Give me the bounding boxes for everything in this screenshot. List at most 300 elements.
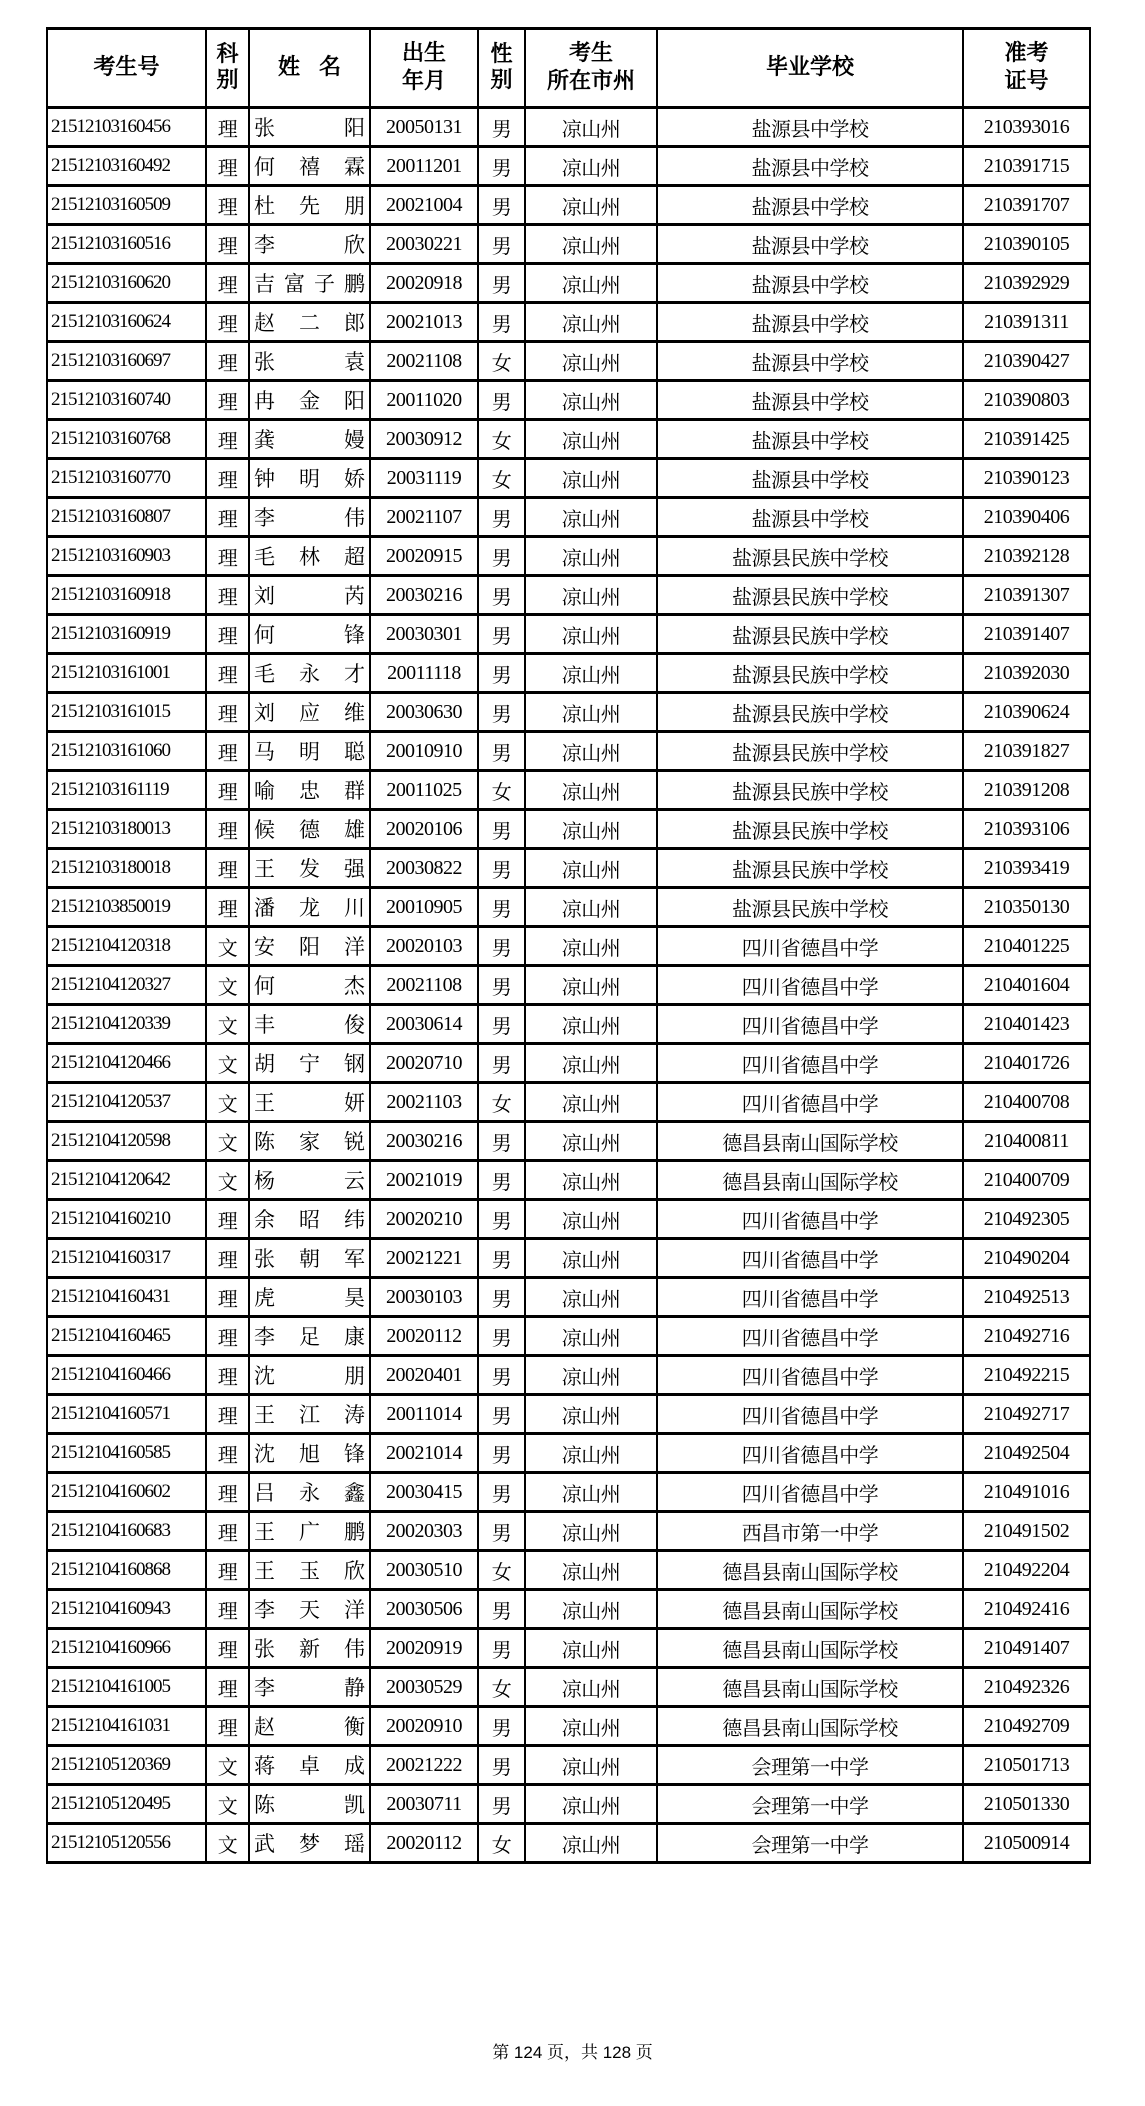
city-cell: 凉山州 [525, 966, 657, 1005]
name-cell: 李静 [249, 1668, 370, 1707]
school-cell: 盐源县民族中学校 [657, 732, 963, 771]
gender-cell: 男 [478, 537, 525, 576]
birth-cell: 20020103 [370, 927, 478, 966]
table-row [47, 849, 1090, 888]
gender-cell: 男 [478, 576, 525, 615]
gender-cell: 女 [478, 342, 525, 381]
city-cell: 凉山州 [525, 849, 657, 888]
name-cell: 张袁 [249, 342, 370, 381]
school-cell: 盐源县中学校 [657, 264, 963, 303]
subject-cell: 文 [206, 1824, 249, 1863]
table-row [47, 1785, 1090, 1824]
city-cell: 凉山州 [525, 1707, 657, 1746]
subject-cell: 理 [206, 654, 249, 693]
admit-no-cell: 210491407 [963, 1629, 1090, 1668]
school-cell: 盐源县民族中学校 [657, 849, 963, 888]
exam-no-cell: 21512103160807 [47, 498, 206, 537]
exam-no-cell: 21512103161015 [47, 693, 206, 732]
name-cell: 沈朋 [249, 1356, 370, 1395]
birth-cell: 20030630 [370, 693, 478, 732]
birth-cell: 20021108 [370, 966, 478, 1005]
gender-cell: 男 [478, 1200, 525, 1239]
school-cell: 盐源县民族中学校 [657, 576, 963, 615]
name-cell: 陈家锐 [249, 1122, 370, 1161]
gender-cell: 男 [478, 1395, 525, 1434]
subject-cell: 理 [206, 303, 249, 342]
admit-no-cell: 210391407 [963, 615, 1090, 654]
city-cell: 凉山州 [525, 264, 657, 303]
school-cell: 盐源县中学校 [657, 498, 963, 537]
school-cell: 会理第一中学 [657, 1824, 963, 1863]
city-cell: 凉山州 [525, 1317, 657, 1356]
table-row [47, 1161, 1090, 1200]
gender-cell: 男 [478, 1629, 525, 1668]
exam-no-cell: 21512104161031 [47, 1707, 206, 1746]
admit-no-cell: 210400811 [963, 1122, 1090, 1161]
subject-cell: 理 [206, 576, 249, 615]
table-row [47, 1551, 1090, 1590]
table-row [47, 1278, 1090, 1317]
city-cell: 凉山州 [525, 888, 657, 927]
birth-cell: 20030711 [370, 1785, 478, 1824]
table-row [47, 1317, 1090, 1356]
name-cell: 胡宁钢 [249, 1044, 370, 1083]
table-row [47, 732, 1090, 771]
city-cell: 凉山州 [525, 147, 657, 186]
birth-cell: 20021004 [370, 186, 478, 225]
admit-no-cell: 210392929 [963, 264, 1090, 303]
birth-cell: 20030506 [370, 1590, 478, 1629]
admit-no-cell: 210492717 [963, 1395, 1090, 1434]
admit-no-cell: 210492504 [963, 1434, 1090, 1473]
birth-cell: 20030216 [370, 1122, 478, 1161]
city-cell: 凉山州 [525, 1434, 657, 1473]
city-cell: 凉山州 [525, 1356, 657, 1395]
school-cell: 盐源县中学校 [657, 459, 963, 498]
exam-no-cell: 21512103161060 [47, 732, 206, 771]
school-cell: 德昌县南山国际学校 [657, 1629, 963, 1668]
birth-cell: 20030822 [370, 849, 478, 888]
admit-no-cell: 210391827 [963, 732, 1090, 771]
birth-cell: 20020918 [370, 264, 478, 303]
birth-cell: 20030529 [370, 1668, 478, 1707]
exam-no-cell: 21512104160683 [47, 1512, 206, 1551]
name-cell: 张阳 [249, 108, 370, 147]
gender-cell: 男 [478, 732, 525, 771]
exam-no-cell: 21512103160768 [47, 420, 206, 459]
gender-cell: 男 [478, 264, 525, 303]
exam-no-cell: 21512103160918 [47, 576, 206, 615]
table-row [47, 576, 1090, 615]
gender-cell: 男 [478, 1122, 525, 1161]
city-cell: 凉山州 [525, 225, 657, 264]
gender-cell: 女 [478, 1083, 525, 1122]
name-cell: 王妍 [249, 1083, 370, 1122]
birth-cell: 20021014 [370, 1434, 478, 1473]
subject-cell: 文 [206, 1044, 249, 1083]
school-cell: 四川省德昌中学 [657, 1395, 963, 1434]
exam-no-cell: 21512103160620 [47, 264, 206, 303]
school-cell: 四川省德昌中学 [657, 1434, 963, 1473]
birth-cell: 20011020 [370, 381, 478, 420]
subject-cell: 理 [206, 498, 249, 537]
table-row [47, 654, 1090, 693]
city-cell: 凉山州 [525, 1746, 657, 1785]
name-cell: 杨云 [249, 1161, 370, 1200]
birth-cell: 20020112 [370, 1317, 478, 1356]
subject-cell: 理 [206, 732, 249, 771]
admit-no-cell: 210391715 [963, 147, 1090, 186]
city-cell: 凉山州 [525, 1590, 657, 1629]
city-cell: 凉山州 [525, 732, 657, 771]
exam-no-cell: 21512103850019 [47, 888, 206, 927]
admit-no-cell: 210401423 [963, 1005, 1090, 1044]
school-cell: 盐源县民族中学校 [657, 693, 963, 732]
birth-cell: 20050131 [370, 108, 478, 147]
school-cell: 德昌县南山国际学校 [657, 1551, 963, 1590]
admit-no-cell: 210501713 [963, 1746, 1090, 1785]
subject-cell: 文 [206, 1005, 249, 1044]
name-cell: 毛林超 [249, 537, 370, 576]
birth-cell: 20021013 [370, 303, 478, 342]
name-cell: 赵二郎 [249, 303, 370, 342]
birth-cell: 20030614 [370, 1005, 478, 1044]
table-row [47, 1200, 1090, 1239]
birth-cell: 20021221 [370, 1239, 478, 1278]
gender-cell: 男 [478, 1746, 525, 1785]
birth-cell: 20030221 [370, 225, 478, 264]
gender-cell: 男 [478, 1161, 525, 1200]
admit-no-cell: 210490204 [963, 1239, 1090, 1278]
gender-cell: 男 [478, 381, 525, 420]
city-cell: 凉山州 [525, 498, 657, 537]
table-header [47, 29, 1090, 108]
exam-no-cell: 21512105120369 [47, 1746, 206, 1785]
subject-cell: 文 [206, 1785, 249, 1824]
gender-cell: 男 [478, 1590, 525, 1629]
exam-no-cell: 21512104120642 [47, 1161, 206, 1200]
school-cell: 盐源县中学校 [657, 420, 963, 459]
table-row [47, 1083, 1090, 1122]
table-row [47, 498, 1090, 537]
city-cell: 凉山州 [525, 1668, 657, 1707]
birth-cell: 20020303 [370, 1512, 478, 1551]
school-cell: 四川省德昌中学 [657, 1083, 963, 1122]
admit-no-cell: 210391425 [963, 420, 1090, 459]
city-cell: 凉山州 [525, 927, 657, 966]
city-cell: 凉山州 [525, 1044, 657, 1083]
gender-cell: 男 [478, 1434, 525, 1473]
gender-cell: 男 [478, 810, 525, 849]
subject-cell: 理 [206, 1278, 249, 1317]
table-row [47, 147, 1090, 186]
name-cell: 潘龙川 [249, 888, 370, 927]
admit-no-cell: 210391307 [963, 576, 1090, 615]
admit-no-cell: 210401726 [963, 1044, 1090, 1083]
exam-no-cell: 21512104160431 [47, 1278, 206, 1317]
school-cell: 盐源县中学校 [657, 381, 963, 420]
birth-cell: 20021108 [370, 342, 478, 381]
header-birth: 出生 年月 [370, 29, 478, 108]
admit-no-cell: 210390427 [963, 342, 1090, 381]
birth-cell: 20020910 [370, 1707, 478, 1746]
subject-cell: 理 [206, 771, 249, 810]
subject-cell: 理 [206, 381, 249, 420]
school-cell: 盐源县民族中学校 [657, 615, 963, 654]
city-cell: 凉山州 [525, 1278, 657, 1317]
table-row [47, 966, 1090, 1005]
admit-no-cell: 210390406 [963, 498, 1090, 537]
birth-cell: 20021107 [370, 498, 478, 537]
school-cell: 四川省德昌中学 [657, 1356, 963, 1395]
birth-cell: 20031119 [370, 459, 478, 498]
table-row [47, 1005, 1090, 1044]
admit-no-cell: 210492416 [963, 1590, 1090, 1629]
exam-no-cell: 21512103160919 [47, 615, 206, 654]
table-row [47, 1590, 1090, 1629]
subject-cell: 理 [206, 459, 249, 498]
admit-no-cell: 210401225 [963, 927, 1090, 966]
subject-cell: 文 [206, 1746, 249, 1785]
city-cell: 凉山州 [525, 1239, 657, 1278]
exam-no-cell: 21512104120537 [47, 1083, 206, 1122]
birth-cell: 20020210 [370, 1200, 478, 1239]
exam-no-cell: 21512103160509 [47, 186, 206, 225]
header-city: 考生 所在市州 [525, 29, 657, 108]
name-cell: 刘应维 [249, 693, 370, 732]
header-admit-no: 准考 证号 [963, 29, 1090, 108]
name-cell: 毛永才 [249, 654, 370, 693]
school-cell: 盐源县中学校 [657, 225, 963, 264]
subject-cell: 理 [206, 1668, 249, 1707]
school-cell: 四川省德昌中学 [657, 1044, 963, 1083]
name-cell: 武梦瑶 [249, 1824, 370, 1863]
table-row [47, 1707, 1090, 1746]
city-cell: 凉山州 [525, 108, 657, 147]
gender-cell: 男 [478, 1473, 525, 1512]
school-cell: 德昌县南山国际学校 [657, 1707, 963, 1746]
exam-no-cell: 21512104160571 [47, 1395, 206, 1434]
name-cell: 何杰 [249, 966, 370, 1005]
exam-no-cell: 21512104120339 [47, 1005, 206, 1044]
exam-no-cell: 21512103180013 [47, 810, 206, 849]
table-row [47, 615, 1090, 654]
city-cell: 凉山州 [525, 1122, 657, 1161]
exam-no-cell: 21512104161005 [47, 1668, 206, 1707]
exam-no-cell: 21512103160492 [47, 147, 206, 186]
school-cell: 盐源县民族中学校 [657, 654, 963, 693]
school-cell: 盐源县中学校 [657, 186, 963, 225]
admit-no-cell: 210492215 [963, 1356, 1090, 1395]
school-cell: 会理第一中学 [657, 1746, 963, 1785]
subject-cell: 理 [206, 186, 249, 225]
table-row [47, 1356, 1090, 1395]
exam-no-cell: 21512104160602 [47, 1473, 206, 1512]
exam-no-cell: 21512104160943 [47, 1590, 206, 1629]
name-cell: 李伟 [249, 498, 370, 537]
table-row [47, 888, 1090, 927]
gender-cell: 男 [478, 1356, 525, 1395]
gender-cell: 男 [478, 1278, 525, 1317]
exam-no-cell: 21512104160966 [47, 1629, 206, 1668]
gender-cell: 男 [478, 654, 525, 693]
school-cell: 盐源县中学校 [657, 108, 963, 147]
city-cell: 凉山州 [525, 1083, 657, 1122]
city-cell: 凉山州 [525, 771, 657, 810]
city-cell: 凉山州 [525, 1200, 657, 1239]
name-cell: 马明聪 [249, 732, 370, 771]
birth-cell: 20021222 [370, 1746, 478, 1785]
name-cell: 赵衡 [249, 1707, 370, 1746]
subject-cell: 理 [206, 225, 249, 264]
subject-cell: 文 [206, 1122, 249, 1161]
admit-no-cell: 210501330 [963, 1785, 1090, 1824]
subject-cell: 理 [206, 1707, 249, 1746]
table-row [47, 1668, 1090, 1707]
table-row [47, 771, 1090, 810]
table-row [47, 225, 1090, 264]
birth-cell: 20030912 [370, 420, 478, 459]
table-row [47, 264, 1090, 303]
subject-cell: 理 [206, 1200, 249, 1239]
page-footer: 第 124 页，共 128 页 [492, 2043, 653, 2062]
exam-no-cell: 21512103160624 [47, 303, 206, 342]
table-row [47, 459, 1090, 498]
name-cell: 虎昊 [249, 1278, 370, 1317]
school-cell: 盐源县民族中学校 [657, 771, 963, 810]
school-cell: 盐源县民族中学校 [657, 888, 963, 927]
admit-no-cell: 210390105 [963, 225, 1090, 264]
table-row [47, 693, 1090, 732]
subject-cell: 理 [206, 1512, 249, 1551]
table-row [47, 186, 1090, 225]
subject-cell: 理 [206, 1239, 249, 1278]
school-cell: 盐源县中学校 [657, 303, 963, 342]
gender-cell: 男 [478, 693, 525, 732]
name-cell: 喻忠群 [249, 771, 370, 810]
header-name: 姓名 [249, 29, 370, 108]
gender-cell: 男 [478, 1005, 525, 1044]
birth-cell: 20020112 [370, 1824, 478, 1863]
exam-no-cell: 21512104160868 [47, 1551, 206, 1590]
city-cell: 凉山州 [525, 1824, 657, 1863]
gender-cell: 男 [478, 1512, 525, 1551]
subject-cell: 理 [206, 147, 249, 186]
admit-no-cell: 210492326 [963, 1668, 1090, 1707]
subject-cell: 理 [206, 810, 249, 849]
city-cell: 凉山州 [525, 459, 657, 498]
city-cell: 凉山州 [525, 654, 657, 693]
exam-no-cell: 21512105120556 [47, 1824, 206, 1863]
exam-no-cell: 21512104160585 [47, 1434, 206, 1473]
gender-cell: 女 [478, 1824, 525, 1863]
school-cell: 德昌县南山国际学校 [657, 1590, 963, 1629]
birth-cell: 20030216 [370, 576, 478, 615]
gender-cell: 女 [478, 771, 525, 810]
admit-no-cell: 210401604 [963, 966, 1090, 1005]
exam-no-cell: 21512103160740 [47, 381, 206, 420]
gender-cell: 男 [478, 108, 525, 147]
birth-cell: 20030510 [370, 1551, 478, 1590]
table-row [47, 1629, 1090, 1668]
admit-no-cell: 210500914 [963, 1824, 1090, 1863]
birth-cell: 20021103 [370, 1083, 478, 1122]
gender-cell: 男 [478, 1239, 525, 1278]
exam-no-cell: 21512104120318 [47, 927, 206, 966]
gender-cell: 男 [478, 966, 525, 1005]
city-cell: 凉山州 [525, 1512, 657, 1551]
gender-cell: 男 [478, 615, 525, 654]
city-cell: 凉山州 [525, 810, 657, 849]
table-row [47, 108, 1090, 147]
gender-cell: 男 [478, 498, 525, 537]
table-row [47, 303, 1090, 342]
gender-cell: 女 [478, 420, 525, 459]
exam-no-cell: 21512103160770 [47, 459, 206, 498]
school-cell: 四川省德昌中学 [657, 1317, 963, 1356]
name-cell: 李欣 [249, 225, 370, 264]
subject-cell: 理 [206, 1317, 249, 1356]
exam-no-cell: 21512104160317 [47, 1239, 206, 1278]
gender-cell: 女 [478, 1551, 525, 1590]
birth-cell: 20010910 [370, 732, 478, 771]
name-cell: 吉富子鹏 [249, 264, 370, 303]
header-exam-no: 考生号 [47, 29, 206, 108]
exam-no-cell: 21512103161119 [47, 771, 206, 810]
school-cell: 四川省德昌中学 [657, 1473, 963, 1512]
table-row [47, 810, 1090, 849]
subject-cell: 文 [206, 966, 249, 1005]
table-row [47, 1473, 1090, 1512]
subject-cell: 理 [206, 1590, 249, 1629]
admit-no-cell: 210391707 [963, 186, 1090, 225]
table-row [47, 420, 1090, 459]
gender-cell: 女 [478, 1668, 525, 1707]
exam-no-cell: 21512103160456 [47, 108, 206, 147]
table-row [47, 342, 1090, 381]
school-cell: 德昌县南山国际学校 [657, 1122, 963, 1161]
table-row [47, 1746, 1090, 1785]
subject-cell: 理 [206, 342, 249, 381]
gender-cell: 男 [478, 147, 525, 186]
name-cell: 李足康 [249, 1317, 370, 1356]
exam-no-cell: 21512104120327 [47, 966, 206, 1005]
name-cell: 张新伟 [249, 1629, 370, 1668]
name-cell: 冉金阳 [249, 381, 370, 420]
admit-no-cell: 210391311 [963, 303, 1090, 342]
gender-cell: 男 [478, 186, 525, 225]
exam-no-cell: 21512104120466 [47, 1044, 206, 1083]
admit-no-cell: 210390123 [963, 459, 1090, 498]
school-cell: 盐源县中学校 [657, 147, 963, 186]
admit-no-cell: 210392128 [963, 537, 1090, 576]
table-row [47, 1122, 1090, 1161]
exam-no-cell: 21512104120598 [47, 1122, 206, 1161]
name-cell: 丰俊 [249, 1005, 370, 1044]
name-cell: 余昭纬 [249, 1200, 370, 1239]
admit-no-cell: 210492204 [963, 1551, 1090, 1590]
subject-cell: 理 [206, 849, 249, 888]
table-row [47, 1395, 1090, 1434]
exam-no-cell: 21512105120495 [47, 1785, 206, 1824]
city-cell: 凉山州 [525, 576, 657, 615]
gender-cell: 男 [478, 1785, 525, 1824]
subject-cell: 理 [206, 1395, 249, 1434]
subject-cell: 文 [206, 1161, 249, 1200]
city-cell: 凉山州 [525, 693, 657, 732]
exam-no-cell: 21512104160465 [47, 1317, 206, 1356]
name-cell: 何禧霖 [249, 147, 370, 186]
